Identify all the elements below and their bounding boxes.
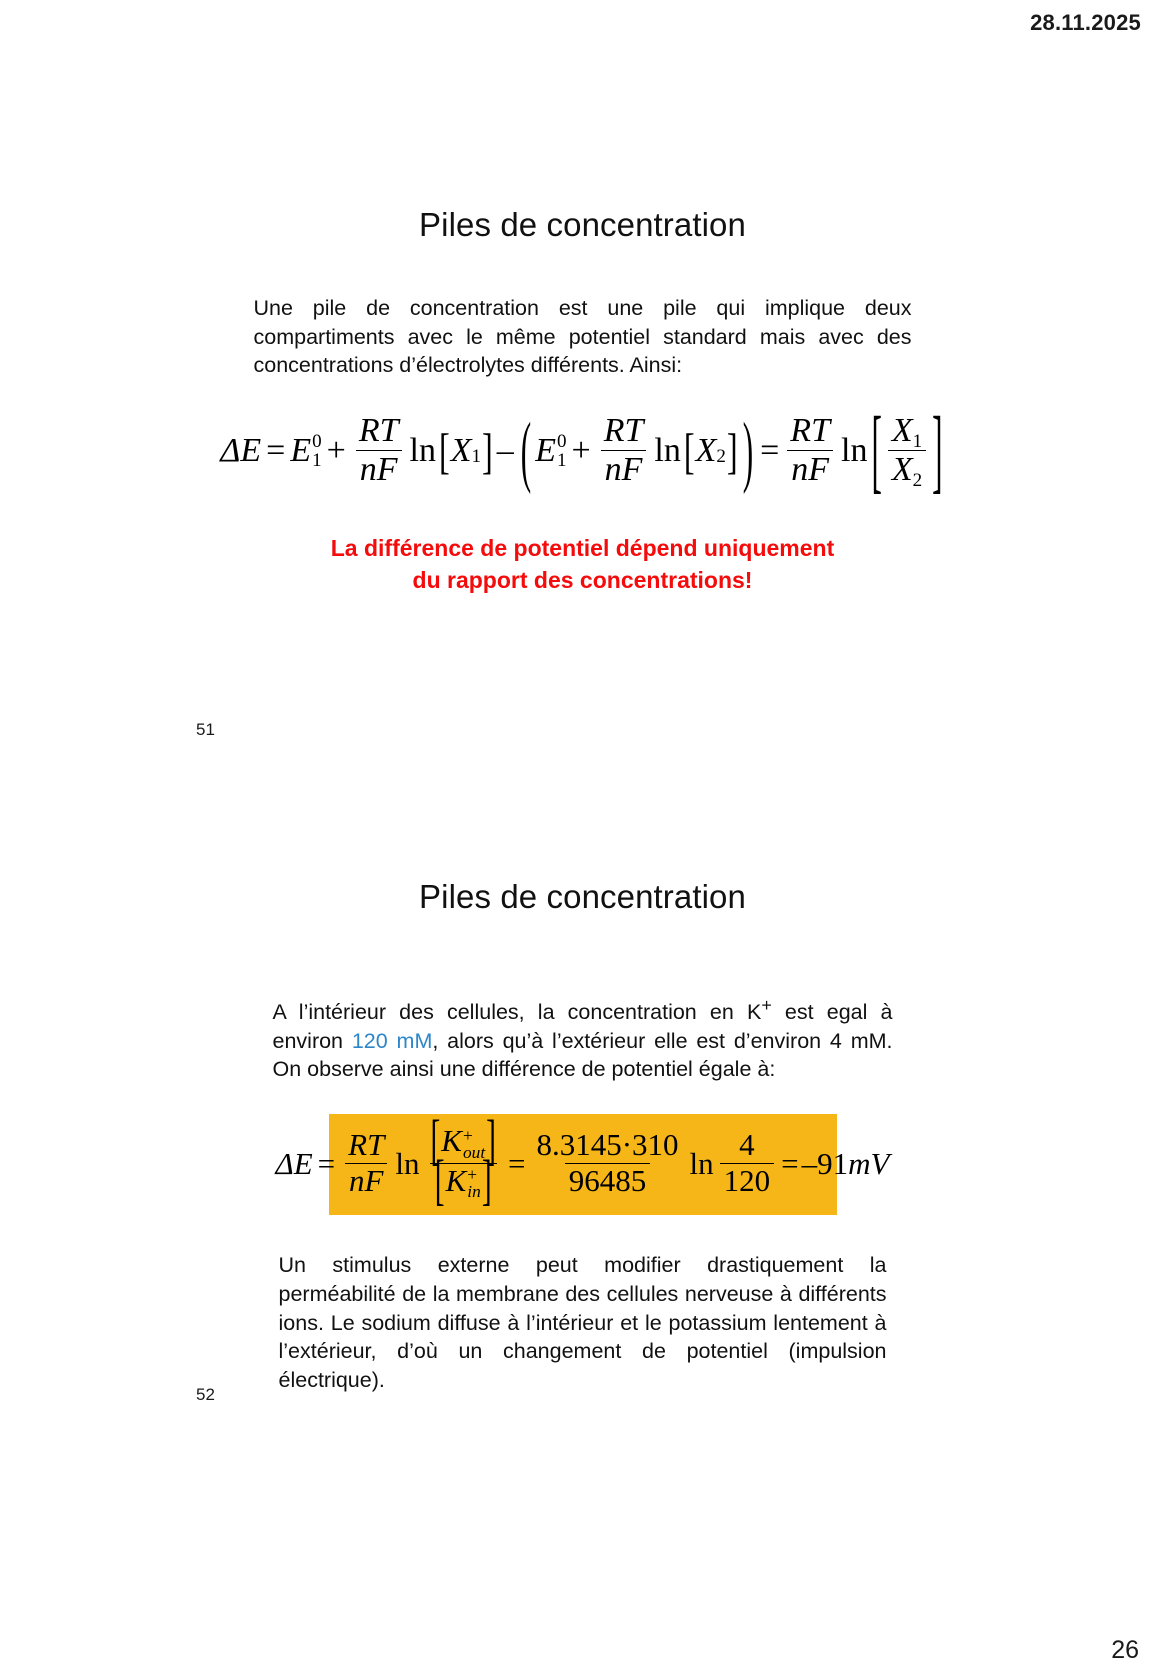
math2-fraction-kout-kin xyxy=(425,1111,501,1212)
math2-K-in: K xyxy=(445,1162,467,1198)
math-plus-1: + xyxy=(326,431,346,469)
math2-frac-numerator xyxy=(344,1129,388,1163)
math-F-1: F xyxy=(376,450,398,488)
math-rbracket-2: ] xyxy=(726,422,738,479)
math-frac1-numerator xyxy=(355,413,403,450)
math-T-2: T xyxy=(624,412,644,450)
math-E1-superscript-subscript-2 xyxy=(557,432,567,470)
math-E1-superscript-subscript xyxy=(312,432,322,470)
math2-T: T xyxy=(367,1127,385,1163)
math-ln-2: ln xyxy=(654,431,681,469)
math-E1-sub-one-2: 1 xyxy=(557,449,567,471)
math2-ratio-numerator: 4 xyxy=(739,1127,755,1163)
math2-R: R xyxy=(348,1127,368,1163)
math-lbracket-2: [ xyxy=(683,422,695,479)
slide-1 xyxy=(0,150,1165,790)
math-fraction-RT-nF-3 xyxy=(786,413,834,487)
math2-n: n xyxy=(349,1162,365,1198)
math-E1-symbol-2: E xyxy=(535,431,556,469)
math2-fraction-RT-nF xyxy=(344,1129,388,1197)
math-ln-3: ln xyxy=(841,431,868,469)
slide-1-red-callout xyxy=(223,532,943,596)
math2-constants-numerator xyxy=(532,1129,682,1163)
math-n-2: n xyxy=(604,450,622,488)
slide-1-page-number: 51 xyxy=(196,720,215,739)
math2-kin-subscript: in xyxy=(467,1182,481,1202)
math-fraction-RT-nF-2 xyxy=(600,413,648,487)
math2-constants-denominator: 96485 xyxy=(565,1163,651,1198)
math-frac3-denominator xyxy=(787,450,833,488)
math2-kout-subscript: out xyxy=(462,1142,486,1162)
math-lbracket-3: [ xyxy=(871,398,882,504)
slide-2-body-part-3: , alors qu’à l’extérieur elle est d’environ 4 mM. On observe ainsi une différence de potentiel égale à: xyxy=(272,1028,893,1082)
concentration-highlight-120mm: 120 mM xyxy=(351,1028,433,1053)
slide-2-body-text-top xyxy=(273,994,893,1084)
math2-ratio-denominator: 120 xyxy=(720,1163,775,1198)
math2-rbracket-kout: ] xyxy=(486,1111,496,1173)
math-bracket-group-x2: [ X 2 ] xyxy=(683,422,738,479)
math-fraction-RT-nF-1 xyxy=(355,413,403,487)
math-E1-symbol: E xyxy=(290,431,312,469)
math2-equals-1: = xyxy=(317,1146,336,1182)
math-E1-sup-zero: 0 xyxy=(312,430,322,452)
math-frac2-numerator xyxy=(600,413,648,450)
math-lbracket-1: [ xyxy=(438,422,450,479)
equation-membrane-potential xyxy=(275,1111,890,1212)
math-R-1: R xyxy=(358,412,380,450)
math-F-2: F xyxy=(621,450,643,488)
math-rbracket-1: ] xyxy=(482,422,493,479)
math-rbracket-3: ] xyxy=(932,398,943,504)
math-lparen-big: ( xyxy=(520,405,532,495)
math-n-3: n xyxy=(791,450,809,488)
math2-frac-denominator xyxy=(345,1163,387,1198)
slide-1-title: Piles de concentration xyxy=(419,206,746,243)
math2-result-unit: mV xyxy=(848,1146,890,1182)
slide-2-body-text-bottom: Un stimulus externe peut modifier drastiquement la perméabilité de la membrane des cellules nerveuse à différents ions. Le sodium diffuse à l’intérieur et le potassium lentement à l’extérieur, d’où un changement de potentiel (impulsion électrique). xyxy=(278,1253,887,1392)
math-T-3: T xyxy=(811,412,830,450)
math-equals-2: = xyxy=(760,431,780,469)
math-frac2-denominator xyxy=(601,450,647,488)
math-ln-1: ln xyxy=(409,431,436,469)
math-E-symbol: E xyxy=(240,431,262,469)
math-bracket-group-x1: [ X 1 ] xyxy=(438,422,493,479)
math2-kin-sup-sub xyxy=(467,1166,481,1201)
math2-equals-3: = xyxy=(781,1146,799,1182)
math-R-2: R xyxy=(603,412,625,450)
math2-rbracket-kin: ] xyxy=(481,1150,492,1212)
math2-kout-plus: + xyxy=(462,1125,473,1145)
slide-1-body-text: Une pile de concentration est une pile qui implique deux compartiments avec le même potentiel standard mais avec des concentrations d’électrolytes différents. Ainsi: xyxy=(253,296,912,378)
math2-lbracket-kout: [ xyxy=(430,1111,441,1173)
math-X-num-sub: 1 xyxy=(912,430,923,452)
slide-2-body-part-1: A l’intérieur des cellules, la concentration en K xyxy=(272,1000,762,1025)
math-X-den: X xyxy=(891,450,913,488)
math2-fraction-ratio xyxy=(720,1129,775,1197)
callout-line-1: La différence de potentiel dépend uniquement xyxy=(330,535,835,562)
math-E1-sub-one: 1 xyxy=(312,449,322,471)
math2-gas-constant: 8.3145 xyxy=(536,1127,622,1163)
math2-fraction-constants xyxy=(532,1129,682,1197)
math-rparen-big: ) xyxy=(742,405,754,495)
slide-2-page-number: 52 xyxy=(196,1385,215,1404)
math2-ln-2: ln xyxy=(689,1146,714,1182)
math-X-den-sub: 2 xyxy=(912,469,923,491)
math2-E-symbol: E xyxy=(293,1146,313,1182)
math-plus-2: + xyxy=(571,431,591,469)
math2-delta-symbol: Δ xyxy=(275,1146,294,1182)
math-minus-1: – xyxy=(496,431,514,469)
math2-kin-plus: + xyxy=(467,1164,478,1184)
slide-2-equation-highlight-box xyxy=(275,1111,890,1216)
math-bracket-group-ratio xyxy=(869,398,944,504)
math-equals-1: = xyxy=(266,431,286,469)
math-frac1-denominator xyxy=(356,450,402,488)
math-T-1: T xyxy=(379,412,399,450)
math-delta-symbol: Δ xyxy=(220,431,241,469)
math2-F: F xyxy=(364,1162,384,1198)
document-date: 28.11.2025 xyxy=(1030,10,1141,35)
math2-result-value: –91 xyxy=(801,1146,849,1182)
math2-lbracket-kin: [ xyxy=(434,1150,445,1212)
math-ratio-denominator xyxy=(888,450,926,491)
math-X-2: X xyxy=(695,431,717,469)
callout-line-2: du rapport des concentrations! xyxy=(412,567,753,594)
math-frac3-numerator xyxy=(786,413,834,450)
math2-K-out: K xyxy=(441,1123,462,1159)
math-n-1: n xyxy=(359,450,377,488)
math-E1-sup-zero-2: 0 xyxy=(557,430,567,452)
potassium-charge-superscript: + xyxy=(761,995,772,1015)
math2-ln-1: ln xyxy=(395,1146,420,1182)
math-R-3: R xyxy=(790,412,812,450)
document-footer-page-number: 26 xyxy=(1111,1636,1139,1664)
math-F-3: F xyxy=(808,450,830,488)
math-X-1: X xyxy=(450,431,472,469)
slide-1-equation-container xyxy=(0,398,1165,504)
equation-delta-e-concentration-cell xyxy=(0,398,1165,504)
slide-2-title: Piles de concentration xyxy=(419,878,746,915)
slide-2 xyxy=(0,840,1165,1460)
math2-temperature: 310 xyxy=(632,1127,679,1163)
math2-equals-2: = xyxy=(507,1146,526,1182)
slide-2-body-part-2: est egal à environ xyxy=(272,1000,893,1053)
math2-middot: · xyxy=(621,1127,633,1163)
math-fraction-x1-x2 xyxy=(888,412,926,491)
math-ratio-numerator xyxy=(888,413,926,450)
math-X-num: X xyxy=(891,412,913,450)
